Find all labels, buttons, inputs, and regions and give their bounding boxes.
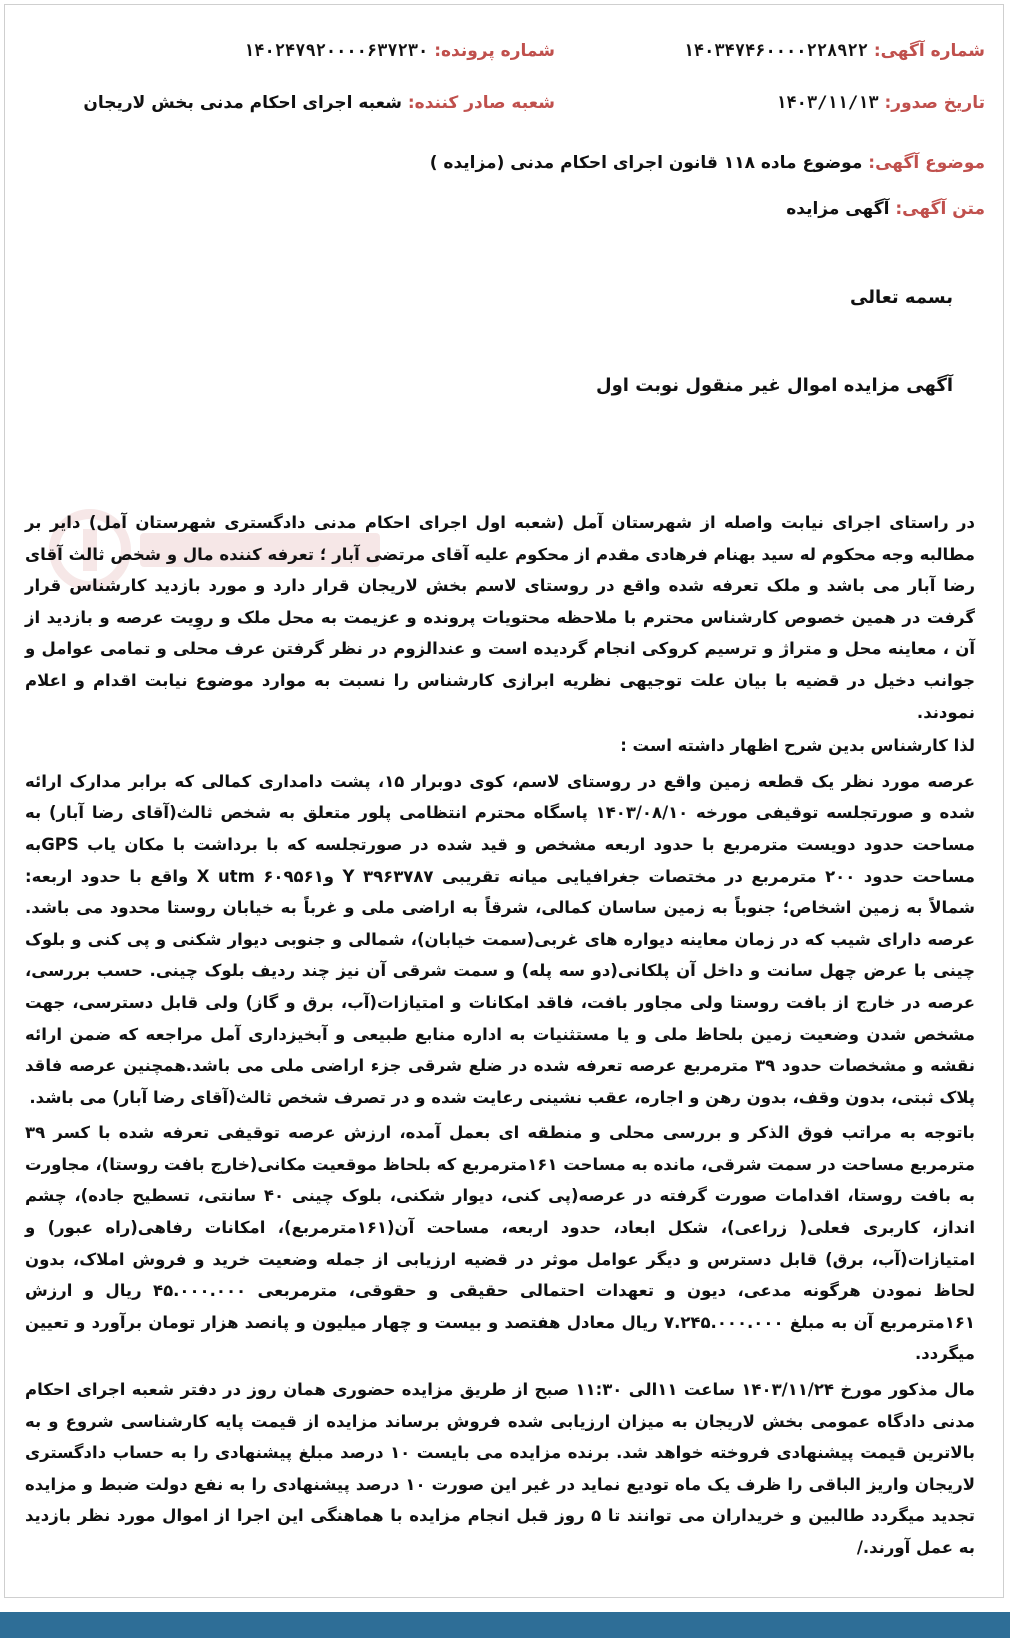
notice-title: آگهی مزایده اموال غیر منقول نوبت اول [595, 375, 953, 396]
ad-subject-value: موضوع ماده ۱۱۸ قانون اجرای احکام مدنی (مزایده ) [429, 153, 863, 173]
ad-text-label: متن آگهی: [895, 199, 985, 219]
body-paragraph-5: مال مذکور مورخ ۱۴۰۳/۱۱/۲۴ ساعت ۱۱الی ۱۱:۳۰ صبح از طریق مزایده حضوری همان روز در دفتر شعبه اجرای احکام مدنی دادگاه عمومی بخش لاریجان به میزان ارزیابی شده فروش برساند مزایده از قیمت پایه کارشناسی شروع و به بالاترین قیمت پیشنهادی فروخته خواهد شد. برنده مزایده می بایست ۱۰ درصد مبلغ پیشنهادی را به حساب دادگستری لاریجان واریز الباقی را ظرف یک ماه توديع نماید در غیر این صورت ۱۰ درصد پیشنهادی را به نفع دولت ضبط و مزایده تجدید میگردد طالبین و خریداران می توانند تا ۵ روز قبل انجام مزایده با هماهنگی این اجرا از اموال مورد نظر بازدید به عمل آورند./ [25, 1380, 975, 1557]
issuing-branch [83, 93, 555, 113]
ad-subject-label: موضوع آگهی: [868, 153, 985, 173]
body-paragraph-4: باتوجه به مراتب فوق الذکر و بررسی محلی و منطقه ای بعمل آمده، ارزش عرصه توقیفی تعرفه شده با کسر ۳۹ مترمربع مساحت در سمت شرقی، مانده به مساحت ۱۶۱مترمربع که بلحاظ موقعیت مکانی(خارج بافت روستا)، مجاورت به بافت روستا، اقدامات صورت گرفته در عرصه(پی کنی، دیوار شکنی، بلوک چینی ۴۰ سانتی، تسطیح جاده)، چشم انداز، کاربری فعلی( زراعی)، شکل ابعاد، حدود اربعه، مساحت آن(۱۶۱مترمربع)، امکانات رفاهی(راه عبور) و امتیازات(آب، برق) قابل دسترس و دیگر عوامل موثر در قضیه ارزیابی از جمله وضعیت خرید و فروش املاک، بدون لحاظ نمودن هرگونه مدعی، دیون و تعهدات احتمالی حقیقی و حقوقی، مترمربعی ۴۵.۰۰۰.۰۰۰ ریال و ارزش ۱۶۱مترمربع آن به مبلغ ۷.۲۴۵.۰۰۰.۰۰۰ ریال معادل هفتصد و بیست و چهار میلیون و پانصد هزار تومان برآورد و تعیین میگردد. [25, 1123, 975, 1364]
ad-subject [430, 153, 985, 173]
issuing-branch-value: شعبه اجرای احکام مدنی بخش لاریجان [83, 93, 402, 113]
ad-text-value: آگهی مزایده [786, 199, 890, 219]
ad-text [786, 199, 985, 219]
case-number-label: شماره پرونده: [434, 41, 555, 61]
ad-number [684, 41, 985, 61]
issue-date [776, 93, 985, 113]
body-paragraph-3: عرصه مورد نظر یک قطعه زمین واقع در روستای لاسم، کوی دوبرار ۱۵، پشت دامداری کمالی که برابر مدارک ارائه شده و صورتجلسه توقیفی مورخه ۱۴۰۳/۰۸/۱۰ پاسگاه محترم انتظامی پلور متعلق به شخص ثالث(آقای رضا آبار) به مساحت حدود دویست مترمربع با حدود اربعه مشخص و قید شده در صورتجلسه که با برداشت با مکان یاب GPSبه مساحت حدود ۲۰۰ مترمربع در مختصات جغرافیایی میانه تقریبی Y ۳۹۶۳۷۸۷ وX utm ۶۰۹۵۶۱ واقع با حدود اربعه: شمالاً به زمین اشخاص؛ جنوباً به زمین ساسان کمالی، شرقاً به اراضی ملی و غرباً به خیابان روستا محدود می باشد. عرصه دارای شیب که در زمان معاینه دیواره های غربی(سمت خیابان)، شمالی و جنوبی دیوار شکنی و پی کنی و بلوک چینی با عرض چهل سانت و داخل آن پلکانی(دو سه پله) و سمت شرقی آن نیز چند ردیف بلوک چینی. حسب بررسی، عرصه در خارج از بافت روستا ولی مجاور بافت، فاقد امکانات و امتیازات(آب، برق و گاز) ولی قابل دسترسی، جهت مشخص شدن وضعیت زمین بلحاظ ملی و یا مستثنیات به اداره منابع طبیعی و آبخیزداری آمل مراجعه که ضمن ارائه نقشه و مشخصات حدود ۳۹ مترمربع عرصه تعرفه شده در ضلع شرقی جزء اراضی ملی می باشد.همچنین عرصه فاقد پلاک ثبتی، بدون وقف، بدون رهن و اجاره، عقب نشینی رعایت شده و در تصرف شخص ثالث(آقای رضا آبار) می باشد. [25, 771, 976, 1107]
issue-date-label: تاریخ صدور: [884, 93, 985, 113]
bismillah: بسمه تعالی [850, 287, 953, 308]
case-number [244, 41, 555, 61]
notice-page [4, 4, 1004, 1598]
ad-number-label: شماره آگهی: [873, 41, 985, 61]
notice-body [25, 507, 975, 1564]
body-paragraph-2: لذا کارشناس بدین شرح اظهار داشته است : [620, 736, 975, 756]
issue-date-value: ۱۴۰۳/۱۱/۱۳ [776, 93, 879, 113]
ad-number-value: ۱۴۰۳۴۷۴۶۰۰۰۰۲۲۸۹۲۲ [683, 41, 868, 61]
case-number-value: ۱۴۰۲۴۷۹۲۰۰۰۰۶۳۷۲۳۰ [244, 41, 429, 61]
body-paragraph-1: در راستای اجرای نیابت واصله از شهرستان آمل (شعبه اول اجرای احکام مدنی دادگستری شهرستان آمل) دایر بر مطالبه وجه محکوم له سید بهنام فرهادی مقدم از محکوم علیه آقای مرتضی آبار ؛ تعرفه کننده مال و شخص ثالث آقای رضا آبار می باشد و ملک تعرفه شده واقع در روستای لاسم بخش لاریجان قرار دارد و مورد بازدید کارشناس قرار گرفت در همین خصوص کارشناس محترم با ملاحظه محتویات پرونده و عزیمت به محل ملک و روِیت عرصه و بازدید از آن ، معاینه محل و متراژ و ترسیم کروکی انجام گردیده است و عندالزوم در نظر گرفتن عرف محلی و تمامی عوامل و جوانب دخیل در قضیه با بیان علت توجیهی نظریه ابرازی کارشناس را نسبت به موارد موضوع نیابت اقدام و اعلام نمودند. [25, 513, 975, 722]
issuing-branch-label: شعبه صادر کننده: [407, 93, 555, 113]
bottom-bar [0, 1612, 1010, 1638]
